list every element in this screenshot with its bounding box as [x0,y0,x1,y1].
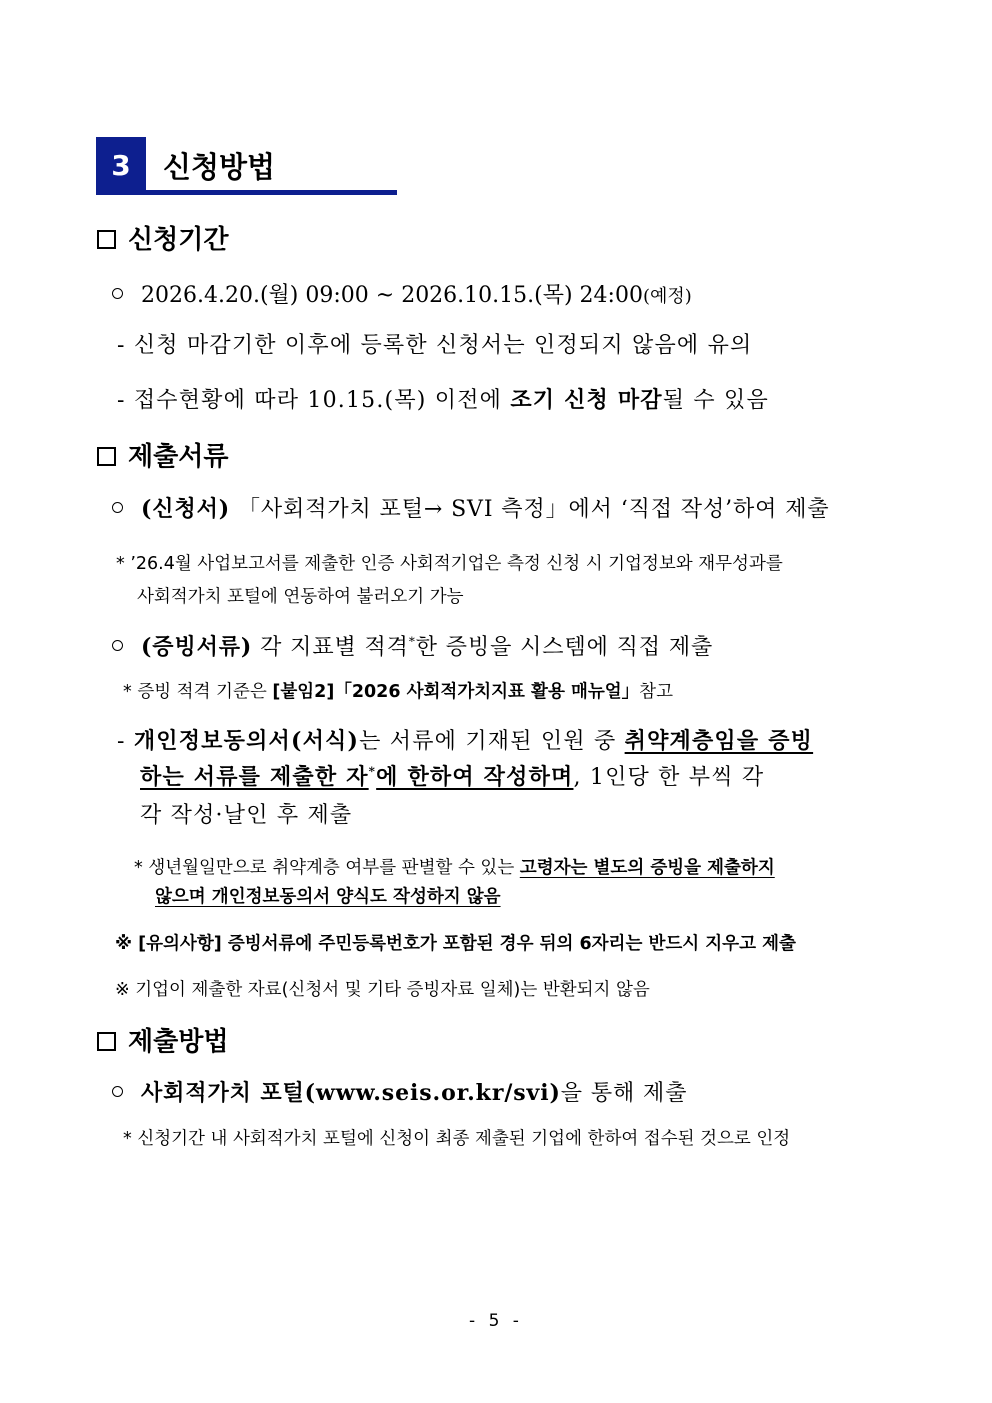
documents-note-social-enterprise-cont: 사회적가치 포털에 연동하여 불러오기 가능 [137,587,464,607]
documents-consent-line3: 각 작성·날인 후 제출 [140,803,353,828]
portal-url: 사회적가치 포털(www.seis.or.kr/svi) [141,1080,561,1106]
circle-bullet-icon [112,288,123,299]
circle-bullet-icon [112,640,123,651]
documents-note-elderly-cont: 않으며 개인정보동의서 양식도 작성하지 않음 [155,887,501,907]
checkbox-square-icon [97,447,116,466]
section-title-underline [96,190,397,195]
checkbox-square-icon [97,230,116,249]
page-number: - 5 - [469,1311,523,1331]
method-item-portal: 사회적가치 포털(www.seis.or.kr/svi)을 통해 제출 [112,1076,687,1107]
consent-form-label: 개인정보동의서(서식) [133,728,360,754]
section-number-badge: 3 [96,137,146,194]
documents-consent-line1: - 개인정보동의서(서식)는 서류에 기재된 인원 중 취약계층임을 증빙 [117,728,814,754]
checkbox-square-icon [97,1032,116,1051]
documents-note-elderly: * 생년월일만으로 취약계층 여부를 판별할 수 있는 고령자는 별도의 증빙을 제출하지 [134,858,775,878]
documents-note-social-enterprise: * ’26.4월 사업보고서를 제출한 인증 사회적기업은 측정 신청 시 기업정보와 재무성과를 [116,554,783,574]
manual-reference: [붙임2]「2026 사회적가치지표 활용 매뉴얼」 [272,682,640,702]
heading-application-period: 신청기간 [97,219,228,256]
circle-bullet-icon [112,502,123,513]
section-title: 신청방법 [163,150,276,184]
early-close-emphasis: 조기 신청 마감 [510,387,663,413]
documents-item-application: (신청서) 「사회적가치 포털→ SVI 측정」에서 ‘직접 작성’하여 제출 [112,492,830,523]
heading-documents: 제출서류 [97,436,228,473]
period-date-line [112,278,692,309]
caution-no-return: ※ 기업이 제출한 자료(신청서 및 기타 증빙자료 일체)는 반환되지 않음 [115,980,650,1000]
method-note-acceptance: * 신청기간 내 사회적가치 포털에 신청이 최종 제출된 기업에 한하여 접수된 것으로 인정 [123,1129,791,1149]
period-date-suffix: (예정) [642,286,692,307]
period-date: 2026.4.20.(월) 09:00 ~ 2026.10.15.(목) 24:00 [141,283,643,308]
documents-item-evidence: (증빙서류) 각 지표별 적격*한 증빙을 시스템에 직접 제출 [112,630,713,661]
heading-submission-method: 제출방법 [97,1021,228,1058]
period-note-early-close: - 접수현황에 따라 10.15.(목) 이전에 조기 신청 마감될 수 있음 [117,387,769,413]
circle-bullet-icon [112,1086,123,1097]
period-note-deadline: - 신청 마감기한 이후에 등록한 신청서는 인정되지 않음에 유의 [117,333,753,358]
documents-note-evidence-criteria: * 증빙 적격 기준은 [붙임2]「2026 사회적가치지표 활용 매뉴얼」참고 [123,682,673,702]
caution-resident-number: ※ [유의사항] 증빙서류에 주민등록번호가 포함된 경우 뒤의 6자리는 반드시 지우고 제출 [115,934,796,954]
documents-consent-line2: 하는 서류를 제출한 자*에 한하여 작성하며, 1인당 한 부씩 각 [140,764,765,790]
